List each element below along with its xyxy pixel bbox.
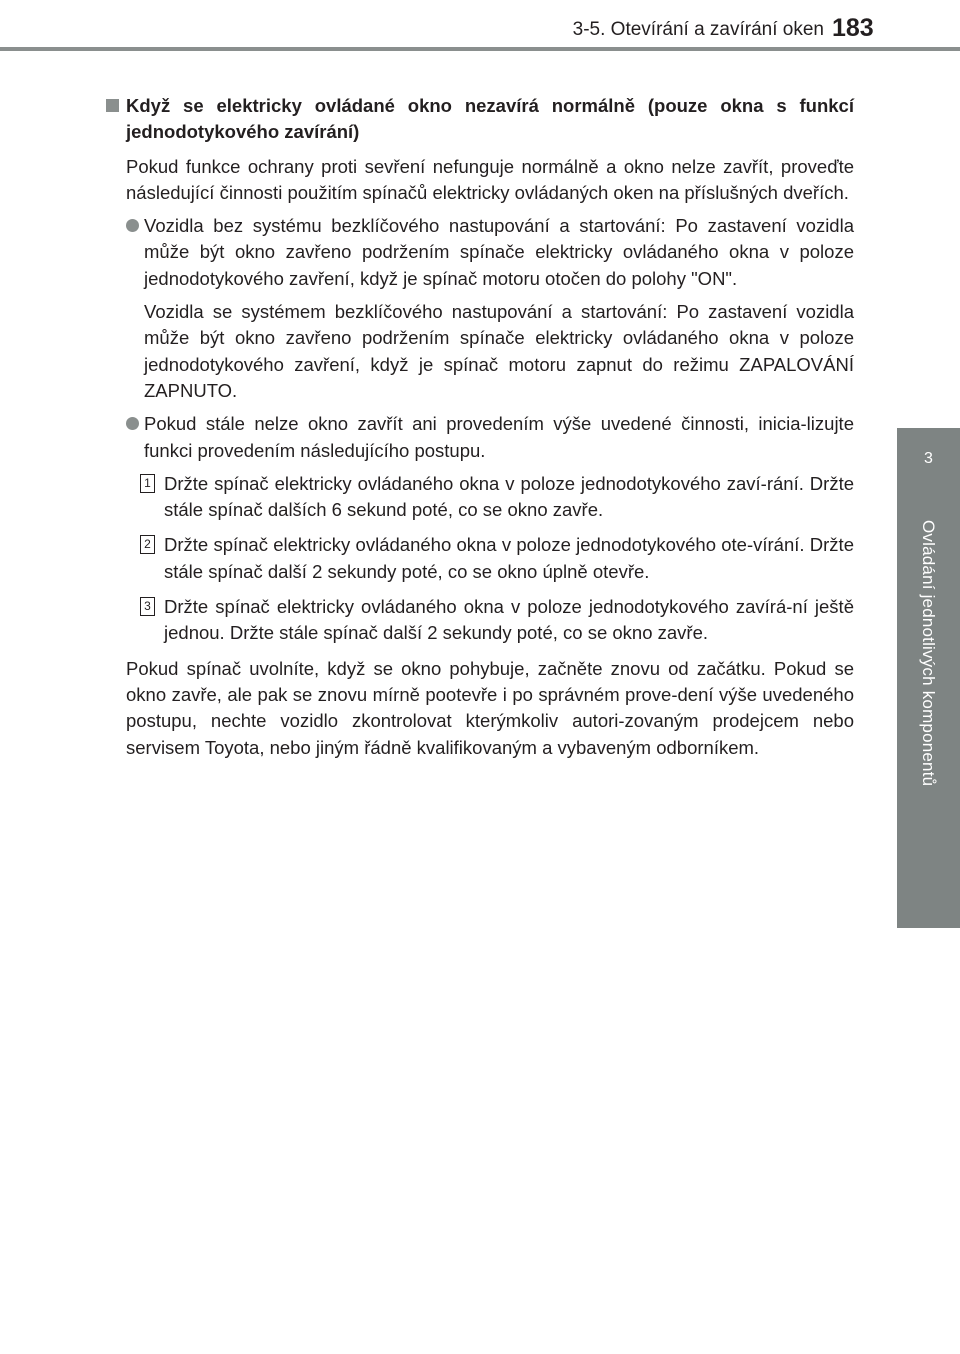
chapter-title: Ovládání jednotlivých komponentů xyxy=(919,520,938,787)
round-bullet-icon xyxy=(126,219,139,232)
step-item xyxy=(104,594,854,647)
step-number-box: 3 xyxy=(140,597,155,616)
bullet-item xyxy=(104,411,854,464)
chapter-number: 3 xyxy=(924,450,933,467)
bullet-text: Vozidla bez systému bezklíčového nastupování a startování: Po zastavení vozidla může být okno zavřeno podržením spínače elektricky ovládaného okna v poloze jednodotykového zavření, když je spínač motoru otočen do polohy "ON". xyxy=(144,215,854,289)
step-item xyxy=(104,471,854,524)
closing-paragraph: Pokud spínač uvolníte, když se okno pohybuje, začněte znovu od začátku. Pokud se okno zavře, ale pak se znovu mírně pootevře i po správném prove-dení výše uvedeného postupu, nechte vozidlo zkontrolovat kterýmkoliv autori-zovaným prodejcem nebo servisem Toyota, nebo jiným řádně kvalifikovaným a vybaveným odborníkem. xyxy=(126,657,854,758)
section-title: 3-5. Otevírání a zavírání oken xyxy=(572,19,824,40)
page-number: 183 xyxy=(832,14,874,42)
step-text: Držte spínač elektricky ovládaného okna v poloze jednodotykového ote-vírání. Držte stále spínač další 2 sekundy poté, co se okno úplně otevře. xyxy=(164,534,854,582)
step-item xyxy=(104,532,854,585)
step-number-box: 1 xyxy=(140,474,155,493)
bullet-item xyxy=(104,213,854,292)
section-heading xyxy=(104,93,854,146)
section-heading-text: Když se elektricky ovládané okno nezavírá normálně (pouze okna s funkcí jednodotykového zavírání) xyxy=(126,95,854,143)
round-bullet-icon xyxy=(126,417,139,430)
step-number-box: 2 xyxy=(140,535,155,554)
bullet-continuation: Vozidla se systémem bezklíčového nastupování a startování: Po zastavení vozidla může být okno zavřeno podržením spínače elektricky ovládaného okna v poloze jednodotykového zavření, když je spínač motoru zapnut do režimu ZAPALOVÁNÍ ZAPNUTO. xyxy=(144,301,854,401)
intro-paragraph: Pokud funkce ochrany proti sevření nefunguje normálně a okno nelze zavřít, proveďte následující činnosti použitím spínačů elektricky ovládaných oken na příslušných dveřích. xyxy=(126,155,854,203)
header-rule xyxy=(0,47,960,51)
step-text: Držte spínač elektricky ovládaného okna v poloze jednodotykového zaví-rání. Držte stále spínač dalších 6 sekund poté, co se okno zavře. xyxy=(164,472,854,521)
step-text: Držte spínač elektricky ovládaného okna v poloze jednodotykového zavírá-ní ještě jednou. Držte stále spínač další 2 sekundy poté, co se okno zavře. xyxy=(164,596,854,644)
chapter-side-tab xyxy=(897,428,960,928)
page-content xyxy=(104,93,854,761)
square-bullet-icon xyxy=(106,99,119,112)
bullet-text: Pokud stále nelze okno zavřít ani provedením výše uvedené činnosti, inicia-lizujte funkci provedením následujícího postupu. xyxy=(144,413,854,461)
